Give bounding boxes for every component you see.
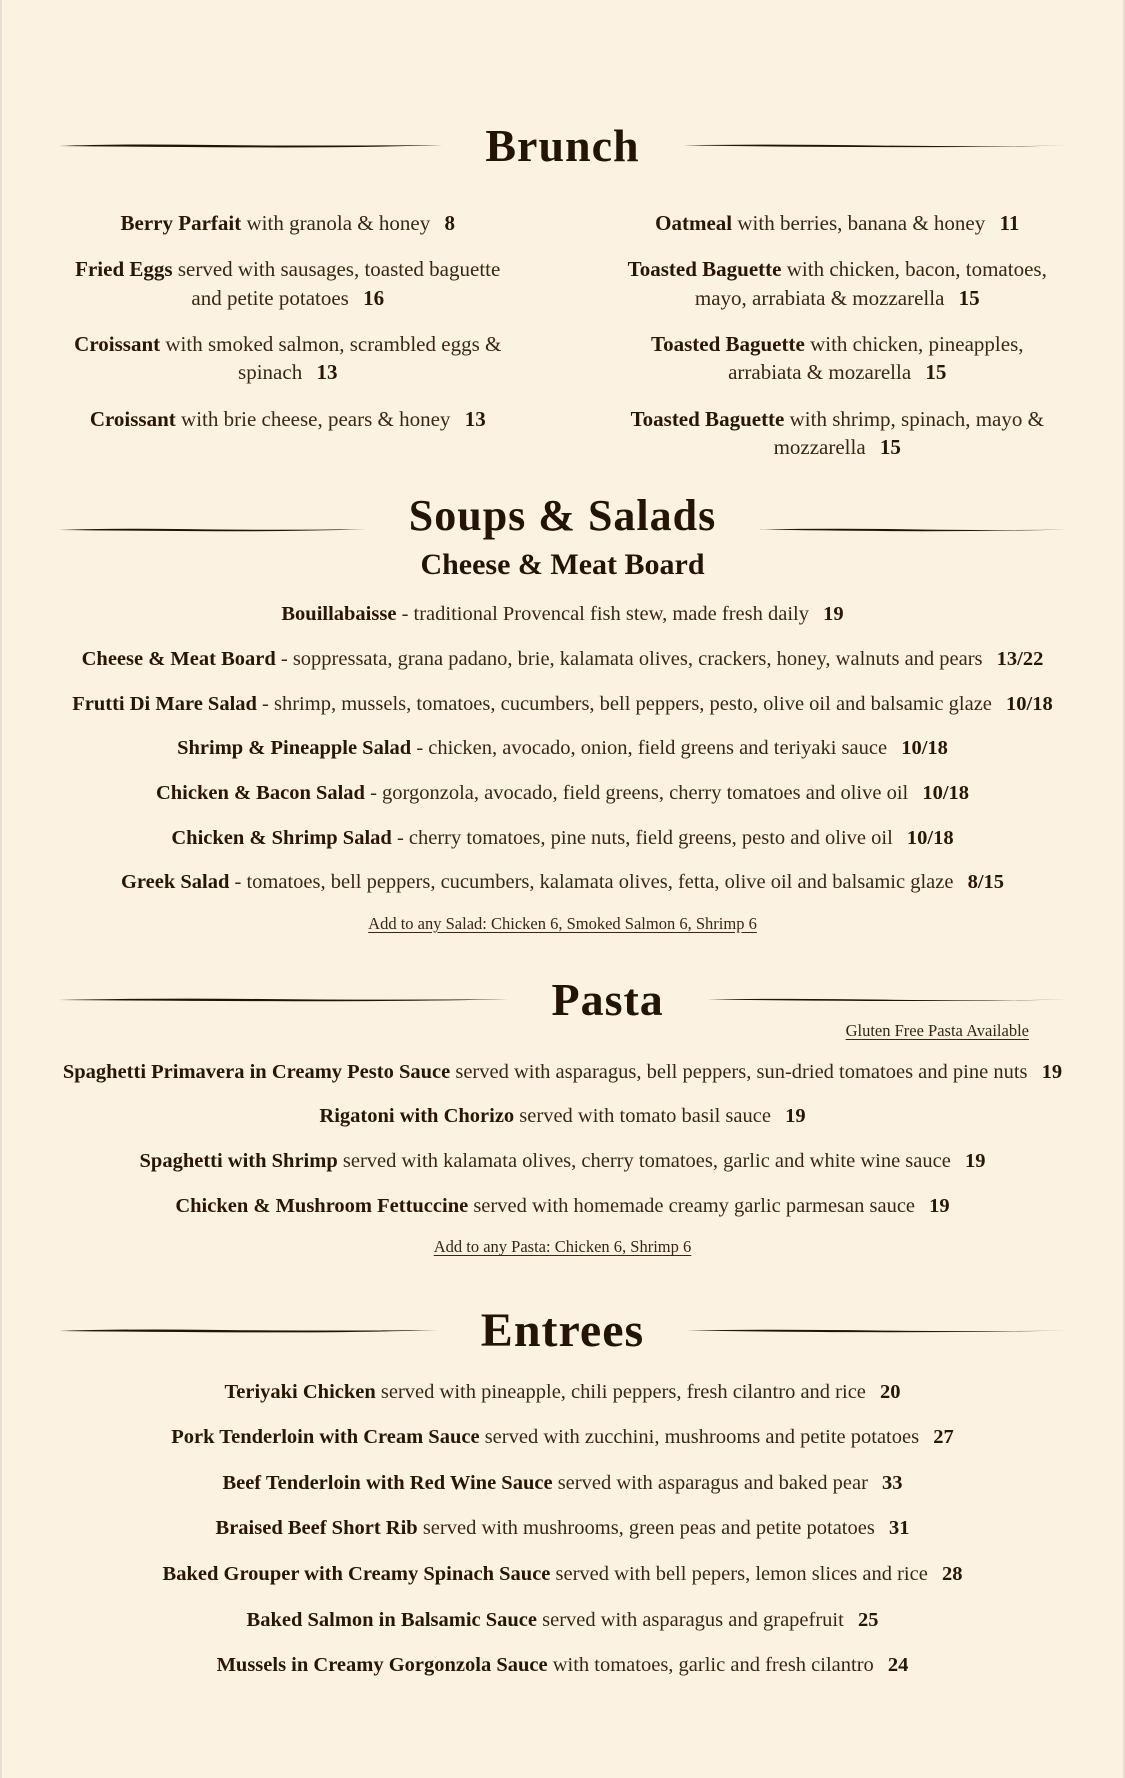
menu-item [618, 255, 1058, 312]
item-name: Beef Tenderloin with Red Wine Sauce [222, 1471, 553, 1494]
menu-item [618, 330, 1058, 387]
item-price: 27 [933, 1426, 954, 1449]
section-brunch-header [58, 120, 1067, 173]
pasta-addons-note [58, 1237, 1067, 1257]
item-name: Oatmeal [655, 210, 733, 235]
item-price: 24 [887, 1654, 909, 1677]
item-description: with shrimp, spinach, mayo & mozzarella [773, 406, 1044, 459]
item-description: served with asparagus and grapefruit [542, 1608, 844, 1631]
menu-item [618, 405, 1058, 462]
item-price: 20 [880, 1380, 901, 1403]
item-description: with berries, banana & honey [737, 210, 986, 235]
item-description: with chicken, pineapples, arrabiata & mozarella [728, 331, 1024, 385]
item-price: 16 [363, 285, 385, 310]
section-soups-header [58, 491, 1067, 542]
item-name: Croissant [74, 331, 161, 356]
menu-item [58, 1379, 1067, 1406]
brush-line-icon [706, 995, 1067, 1005]
item-name: Toasted Baguette [651, 331, 805, 356]
item-description: - tomatoes, bell peppers, cucumbers, kalamata olives, fetta, olive oil and balsamic glaze [234, 871, 954, 894]
item-price: 10/18 [906, 826, 954, 849]
item-price: 31 [888, 1517, 910, 1540]
item-description: - chicken, avocado, onion, field greens and teriyaki sauce [416, 737, 888, 760]
item-price: 11 [999, 210, 1020, 235]
item-description: with granola & honey [246, 210, 431, 235]
section-subtitle-cheese-meat-board: Cheese & Meat Board [420, 547, 705, 581]
item-description: served with bell pepers, lemon slices and rice [555, 1563, 928, 1586]
menu-item [68, 255, 508, 312]
item-name: Berry Parfait [120, 210, 242, 235]
menu-item [58, 1193, 1067, 1220]
item-price: 8 [444, 210, 455, 235]
menu-item [68, 330, 508, 387]
item-name: Greek Salad [120, 871, 230, 894]
item-name: Toasted Baguette [627, 257, 782, 282]
menu-item [58, 1059, 1067, 1086]
item-price: 19 [823, 603, 844, 626]
brush-line-icon [682, 141, 1067, 151]
item-price: 25 [857, 1608, 879, 1631]
item-name: Chicken & Mushroom Fettuccine [175, 1194, 469, 1217]
item-price: 15 [879, 434, 901, 459]
item-description: - gorgonzola, avocado, field greens, cherry tomatoes and olive oil [370, 781, 909, 804]
item-price: 10/18 [922, 781, 970, 804]
item-description: with chicken, bacon, tomatoes, mayo, arrabiata & mozzarella [694, 257, 1047, 310]
menu-item [58, 691, 1067, 718]
item-name: Braised Beef Short Rib [215, 1517, 418, 1540]
item-name: Rigatoni with Chorizo [319, 1105, 515, 1128]
salad-addons-note [58, 914, 1067, 934]
salad-addons-note-text: Add to any Salad: Chicken 6, Smoked Salmon 6, Shrimp 6 [368, 913, 757, 933]
item-description: served with sausages, toasted baguette and petite potatoes [177, 257, 501, 310]
brush-line-icon [686, 1326, 1067, 1336]
menu-item [58, 1515, 1067, 1542]
item-description: served with kalamata olives, cherry tomatoes, garlic and white wine sauce [342, 1150, 951, 1173]
menu-item [58, 735, 1067, 762]
item-price: 19 [785, 1105, 806, 1128]
item-price: 33 [882, 1471, 903, 1494]
item-description: with smoked salmon, scrambled eggs & spinach [165, 331, 502, 385]
item-description: - soppressata, grana padano, brie, kalamata olives, crackers, honey, walnuts and pears [280, 648, 983, 671]
menu-item [58, 1561, 1067, 1588]
item-price: 13/22 [996, 648, 1044, 671]
pasta-addons-note-text: Add to any Pasta: Chicken 6, Shrimp 6 [433, 1237, 692, 1257]
item-description: served with tomato basil sauce [519, 1105, 771, 1128]
item-name: Teriyaki Chicken [224, 1380, 376, 1403]
item-name: Mussels in Creamy Gorgonzola Sauce [216, 1654, 548, 1677]
menu-item [58, 780, 1067, 807]
menu-item [58, 1148, 1067, 1175]
section-pasta-header [58, 974, 1067, 1027]
section-title-brunch: Brunch [485, 120, 640, 171]
menu-item [68, 405, 508, 462]
item-price: 13 [316, 360, 338, 385]
brunch-items-grid [68, 209, 1057, 461]
item-description: served with mushrooms, green peas and petite potatoes [422, 1517, 875, 1540]
menu-item [68, 209, 508, 237]
brush-line-icon [58, 1326, 439, 1336]
item-description: served with pineapple, chili peppers, fresh cilantro and rice [380, 1380, 866, 1403]
item-name: Pork Tenderloin with Cream Sauce [171, 1426, 480, 1449]
menu-item [58, 1470, 1067, 1497]
item-price: 10/18 [901, 737, 948, 760]
brush-line-icon [58, 141, 443, 151]
item-name: Fried Eggs [75, 257, 173, 282]
item-description: served with asparagus, bell peppers, sun-dried tomatoes and pine nuts [455, 1060, 1028, 1083]
menu-item [58, 646, 1067, 673]
item-name: Cheese & Meat Board [81, 648, 276, 671]
brush-line-icon [758, 525, 1067, 535]
menu-item [58, 601, 1067, 628]
item-name: Spaghetti with Shrimp [139, 1150, 338, 1173]
item-name: Chicken & Shrimp Salad [171, 826, 392, 849]
soups-salads-list [58, 601, 1067, 895]
item-description: with brie cheese, pears & honey [181, 406, 451, 431]
item-name: Spaghetti Primavera in Creamy Pesto Sauce [62, 1060, 451, 1083]
gluten-free-note-text: Gluten Free Pasta Available [845, 1020, 1029, 1040]
menu-item [58, 1652, 1067, 1679]
brush-line-icon [58, 995, 509, 1005]
item-name: Bouillabaisse [281, 603, 397, 626]
item-name: Toasted Baguette [630, 406, 785, 431]
section-title-soups-salads: Soups & Salads [408, 491, 717, 541]
item-description: - cherry tomatoes, pine nuts, field greens, pesto and olive oil [396, 826, 893, 849]
item-price: 8/15 [967, 871, 1005, 894]
item-description: - shrimp, mussels, tomatoes, cucumbers, bell peppers, pesto, olive oil and balsamic glaze [262, 692, 992, 715]
item-name: Frutti Di Mare Salad [72, 692, 257, 715]
item-price: 10/18 [1006, 692, 1053, 715]
item-name: Croissant [89, 406, 176, 431]
item-name: Shrimp & Pineapple Salad [177, 737, 412, 760]
item-name: Baked Grouper with Creamy Spinach Sauce [162, 1563, 551, 1586]
item-price: 19 [964, 1150, 986, 1173]
item-description: served with asparagus and baked pear [557, 1471, 868, 1494]
item-description: with tomatoes, garlic and fresh cilantro [552, 1654, 874, 1677]
menu-item [618, 209, 1058, 237]
item-description: served with homemade creamy garlic parmesan sauce [473, 1194, 916, 1217]
pasta-list [58, 1059, 1067, 1220]
entrees-list [58, 1379, 1067, 1679]
item-name: Chicken & Bacon Salad [155, 781, 365, 804]
item-price: 13 [464, 406, 486, 431]
section-title-entrees: Entrees [480, 1304, 645, 1358]
item-description: - traditional Provencal fish stew, made fresh daily [401, 603, 809, 626]
item-description: served with zucchini, mushrooms and petite potatoes [484, 1426, 920, 1449]
menu-item [58, 869, 1067, 896]
menu-item [58, 1103, 1067, 1130]
item-price: 19 [929, 1194, 950, 1217]
item-price: 19 [1041, 1060, 1063, 1083]
item-price: 28 [941, 1563, 963, 1586]
item-price: 15 [958, 285, 980, 310]
brush-line-icon [58, 525, 367, 535]
menu-item [58, 1424, 1067, 1451]
item-price: 15 [925, 360, 947, 385]
menu-item [58, 1607, 1067, 1634]
section-title-pasta: Pasta [551, 973, 664, 1025]
section-entrees-header [58, 1303, 1067, 1358]
menu-item [58, 825, 1067, 852]
item-name: Baked Salmon in Balsamic Sauce [246, 1608, 537, 1631]
